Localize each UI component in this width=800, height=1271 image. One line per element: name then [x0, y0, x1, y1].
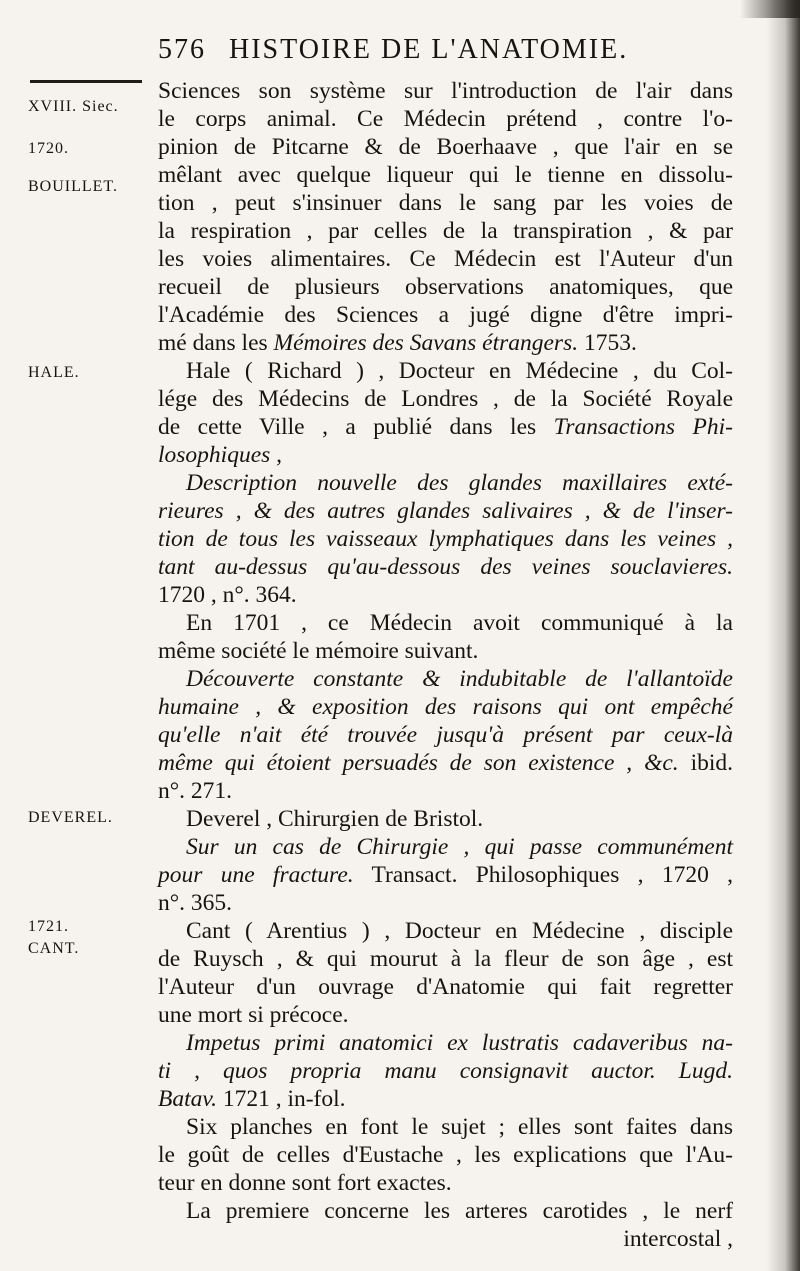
- text-line: [158, 1140, 733, 1170]
- italic-run: ti , quos propria manu consignavit auctor. Lugd.: [158, 1058, 733, 1084]
- text-line: [158, 692, 733, 722]
- text-run: n°. 271.: [158, 778, 233, 804]
- text-run: teur en donne sont fort exactes.: [158, 1170, 452, 1196]
- page-edge-shadow: [766, 0, 800, 1271]
- text-line: [186, 608, 733, 638]
- text-run: n°. 365.: [158, 890, 233, 916]
- text-line: [158, 860, 733, 890]
- text-run: la respiration , par celles de la transpiration , & par: [158, 218, 733, 244]
- text-line: [158, 300, 733, 330]
- running-title: HISTOIRE DE L'ANATOMIE.: [229, 34, 629, 65]
- text-line: [158, 244, 733, 274]
- margin-note: BOUILLET.: [28, 178, 119, 195]
- text-run: La premiere concerne les arteres carotides , le nerf: [186, 1198, 733, 1224]
- text-run: recueil de plusieurs observations anatomiques, que: [158, 274, 733, 300]
- text-line: [158, 524, 733, 554]
- italic-run: même qui étoient persuadés de son existence , &c.: [158, 750, 679, 776]
- margin-note: XVIII. Siec.: [28, 98, 119, 115]
- text-run: Deverel , Chirurgien de Bristol.: [186, 806, 484, 832]
- text-run: l'Auteur d'un ouvrage d'Anatomie qui fait regretter: [158, 974, 733, 1000]
- text-run: Six planches en font le sujet ; elles sont faites dans: [186, 1114, 733, 1140]
- text-run: même société le mémoire suivant.: [158, 638, 479, 664]
- text-line: [158, 384, 733, 414]
- text-line: [158, 1224, 733, 1254]
- text-line: [186, 1196, 733, 1226]
- text-line: [158, 160, 733, 190]
- text-run: l'Académie des Sciences a jugé digne d'être impri-: [158, 302, 733, 328]
- text-run-tail: Transact. Philosophiques , 1720 ,: [353, 862, 733, 888]
- text-line: [158, 76, 733, 106]
- margin-note: 1721.: [28, 918, 69, 935]
- italic-run: Batav.: [158, 1086, 217, 1112]
- text-line: [158, 1000, 733, 1030]
- page-corner-shadow: [740, 0, 800, 18]
- text-run: Cant ( Arentius ) , Docteur en Médecine , disciple: [186, 918, 733, 944]
- text-run: En 1701 , ce Médecin avoit communiqué à la: [186, 610, 733, 636]
- text-line: [158, 580, 733, 610]
- text-run: de cette Ville , a publié dans les: [158, 414, 554, 440]
- text-line: [158, 888, 733, 918]
- text-line: [158, 636, 733, 666]
- text-line: [158, 104, 733, 134]
- text-line: [158, 328, 733, 358]
- italic-run: pour une fracture.: [158, 862, 354, 888]
- text-run: lége des Médecins de Londres , de la Société Royale: [158, 386, 733, 412]
- text-line: [186, 664, 733, 694]
- italic-run: Sur un cas de Chirurgie , qui passe communément: [186, 834, 733, 860]
- italic-run: losophiques ,: [158, 442, 283, 468]
- text-line: [158, 188, 733, 218]
- text-line: [158, 132, 733, 162]
- text-line: [158, 776, 733, 806]
- text-run: mé dans les: [158, 330, 274, 356]
- italic-run: Transactions Phi-: [553, 414, 733, 440]
- text-line: [158, 412, 733, 442]
- text-line: [158, 1084, 733, 1114]
- text-run-tail: ibid.: [678, 750, 734, 776]
- text-line: [158, 1056, 733, 1086]
- margin-rule: [30, 80, 142, 83]
- text-line: [186, 356, 733, 386]
- text-line: [186, 1028, 733, 1058]
- text-run: le corps animal. Ce Médecin prétend , contre l'o-: [158, 106, 733, 132]
- text-line: [186, 804, 733, 834]
- italic-run: tion de tous les vaisseaux lymphatiques dans les veines ,: [158, 526, 733, 552]
- italic-run: humaine , & exposition des raisons qui ont empêché: [158, 694, 733, 720]
- italic-run: qu'elle n'ait été trouvée jusqu'à présent par ceux-là: [158, 722, 733, 748]
- margin-note: HALE.: [28, 364, 80, 381]
- margin-note: 1720.: [28, 140, 69, 157]
- text-line: [158, 272, 733, 302]
- text-run: de Ruysch , & qui mourut à la fleur de son âge , est: [158, 946, 733, 972]
- text-line: [158, 496, 733, 526]
- text-run-tail: 1721 , in-fol.: [216, 1086, 346, 1112]
- text-line: [186, 468, 733, 498]
- italic-run: Impetus primi anatomici ex lustratis cadaveribus na-: [186, 1030, 733, 1056]
- text-run: pinion de Pitcarne & de Boerhaave , que l'air en se: [158, 134, 733, 160]
- italic-run: Description nouvelle des glandes maxillaires exté-: [186, 470, 733, 496]
- italic-run: rieures , & des autres glandes salivaires , & de l'inser-: [158, 498, 733, 524]
- text-run: le goût de celles d'Eustache , les explications que l'Au-: [158, 1142, 733, 1168]
- text-run: intercostal ,: [623, 1226, 733, 1252]
- text-run: mêlant avec quelque liqueur qui le tienne en dissolu-: [158, 162, 733, 188]
- margin-note: CANT.: [28, 940, 80, 957]
- text-run: 1720 , n°. 364.: [158, 582, 297, 608]
- text-line: [158, 748, 733, 778]
- text-line: [158, 216, 733, 246]
- running-header: [158, 34, 738, 74]
- text-line: [186, 1112, 733, 1142]
- text-line: [186, 832, 733, 862]
- text-line: [158, 552, 733, 582]
- text-run: Sciences son système sur l'introduction de l'air dans: [158, 78, 733, 104]
- text-run: Hale ( Richard ) , Docteur en Médecine , du Col-: [186, 358, 733, 384]
- italic-run: Découverte constante & indubitable de l'allantoïde: [186, 666, 733, 692]
- italic-run: Mémoires des Savans étrangers.: [273, 330, 579, 356]
- text-run: tion , peut s'insinuer dans le sang par les voies de: [158, 190, 733, 216]
- text-line: [186, 916, 733, 946]
- italic-run: tant au-dessus qu'au-dessous des veines souclavieres.: [158, 554, 733, 580]
- text-line: [158, 944, 733, 974]
- text-run: une mort si précoce.: [158, 1002, 349, 1028]
- text-line: [158, 972, 733, 1002]
- text-run: les voies alimentaires. Ce Médecin est l'Auteur d'un: [158, 246, 733, 272]
- text-line: [158, 1168, 733, 1198]
- text-line: [158, 720, 733, 750]
- text-run-tail: 1753.: [578, 330, 637, 356]
- margin-note: DEVEREL.: [28, 809, 113, 826]
- text-line: [158, 440, 733, 470]
- page-number: 576: [158, 34, 206, 65]
